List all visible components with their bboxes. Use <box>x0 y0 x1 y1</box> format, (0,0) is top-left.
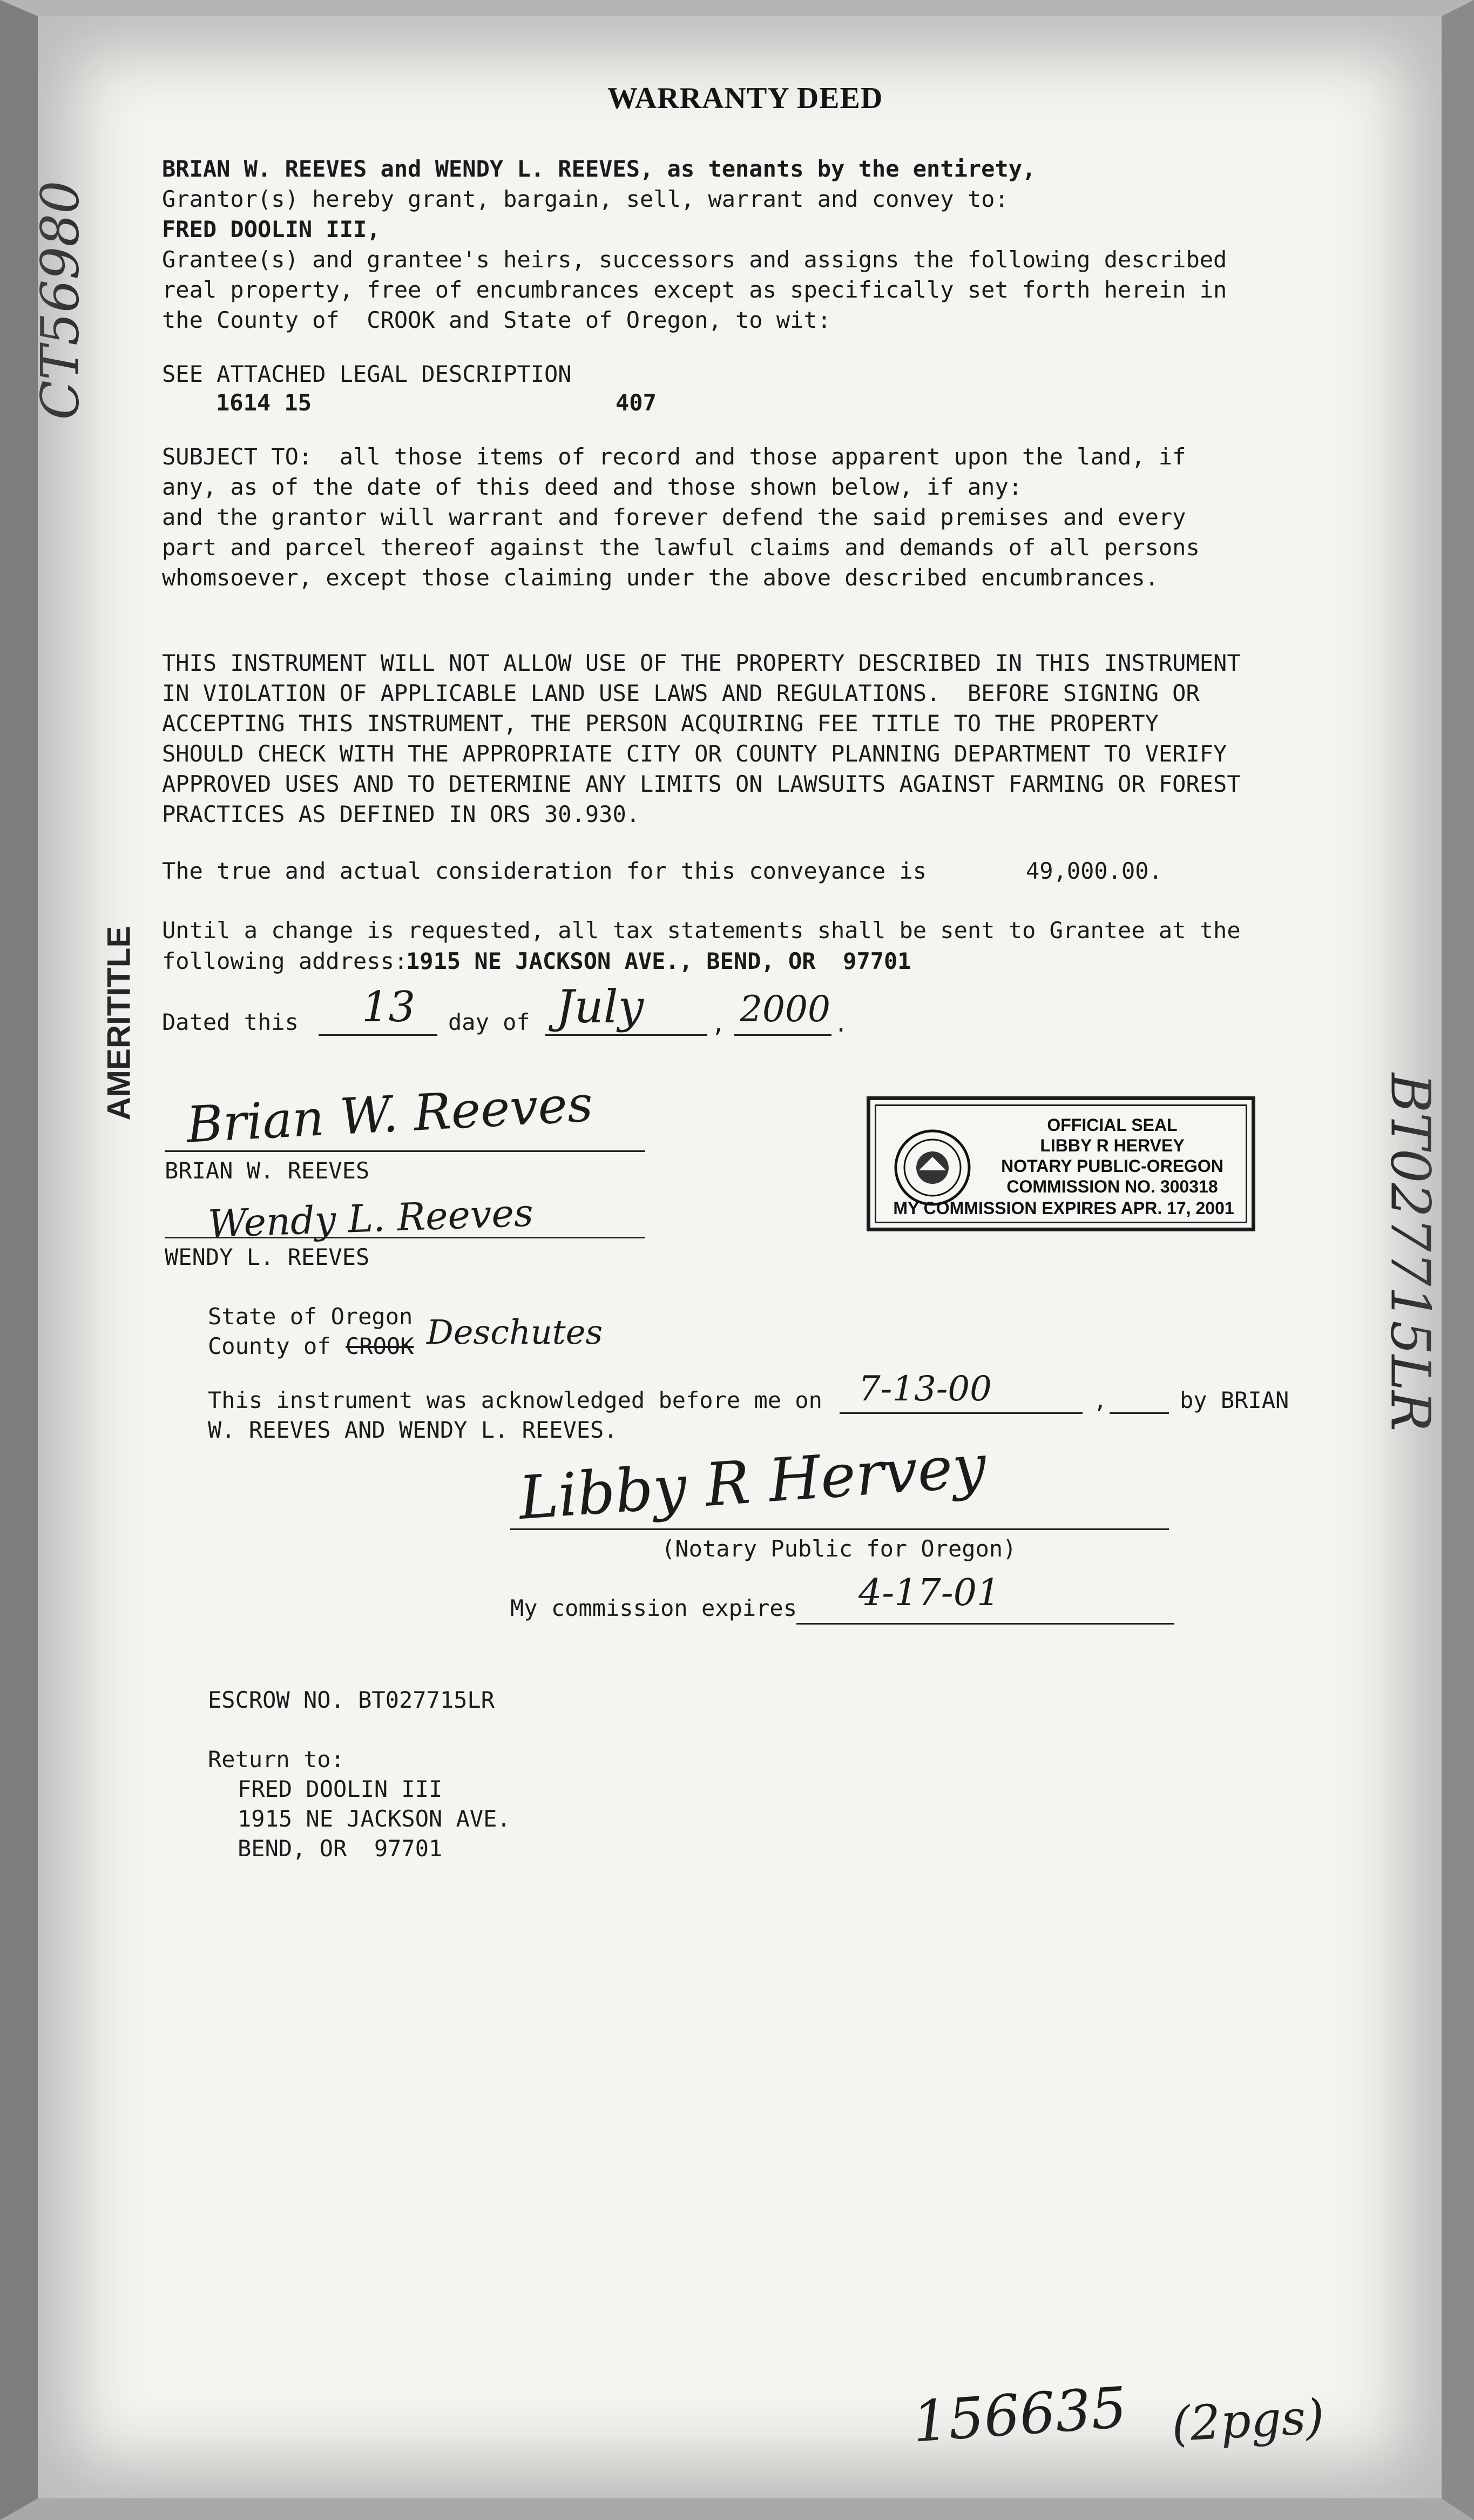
seal-line-2: LIBBY R HERVEY <box>1040 1136 1185 1155</box>
tax-statement-line1: Until a change is requested, all tax statements shall be sent to Grantee at the <box>162 917 1241 944</box>
notary-seal-stamp <box>867 1096 1255 1231</box>
left-margin-handwritten-number: CT56980 <box>30 180 91 420</box>
acknowledgment-comma: , <box>1093 1387 1107 1413</box>
grantor-name-2: WENDY L. REEVES <box>165 1244 370 1270</box>
grant-paragraph <box>162 154 1227 335</box>
seal-line-1: OFFICIAL SEAL <box>1047 1115 1178 1135</box>
subject-to-line: SUBJECT TO: all those items of record and those apparent upon the land, if <box>162 443 1186 470</box>
notary-county-struck: CROOK <box>346 1333 414 1359</box>
signature-line-1 <box>165 1150 645 1152</box>
land-use-notice-line: APPROVED USES AND TO DETERMINE ANY LIMITS ON LAWSUITS AGAINST FARMING OR FOREST <box>162 771 1241 797</box>
bottom-handwritten-number: 156635 <box>910 2374 1129 2455</box>
bottom-handwritten-pages: (2pgs) <box>1170 2388 1326 2452</box>
notary-state: State of Oregon <box>208 1303 413 1330</box>
acknowledgment-date-line <box>840 1412 1083 1414</box>
state-seal-icon <box>892 1127 973 1208</box>
grant-paragraph-line: real property, free of encumbrances except as specifically set forth herein in <box>162 277 1227 303</box>
consideration-amount: 49,000.00. <box>1026 858 1162 884</box>
return-to-name: FRED DOOLIN III <box>238 1776 443 1802</box>
notary-signature-line <box>510 1528 1169 1530</box>
land-use-notice-line: ACCEPTING THIS INSTRUMENT, THE PERSON ACQUIRING FEE TITLE TO THE PROPERTY <box>162 710 1159 737</box>
dated-year-line <box>734 1034 831 1036</box>
consideration-text: The true and actual consideration for this conveyance is <box>162 858 927 884</box>
tax-statement-label: following address: <box>162 948 408 974</box>
legal-parcel-suffix: 407 <box>616 389 657 416</box>
seal-line-4: COMMISSION NO. 300318 <box>1006 1177 1218 1196</box>
dated-period: . <box>834 1010 848 1037</box>
notary-public-label: (Notary Public for Oregon) <box>661 1535 1017 1562</box>
dated-label: Dated this <box>162 1009 299 1035</box>
grantor-signature-1: Brian W. Reeves <box>185 1075 594 1154</box>
legal-description-line: SEE ATTACHED LEGAL DESCRIPTION <box>162 361 572 387</box>
seal-line-5: MY COMMISSION EXPIRES APR. 17, 2001 <box>893 1198 1234 1218</box>
notary-county-label: County of <box>208 1333 331 1359</box>
subject-to-line: part and parcel thereof against the lawful claims and demands of all persons <box>162 534 1200 561</box>
escrow-number: ESCROW NO. BT027715LR <box>208 1687 495 1713</box>
seal-line-3: NOTARY PUBLIC-OREGON <box>1001 1156 1223 1176</box>
grant-paragraph-line: Grantee(s) and grantee's heirs, successors and assigns the following described <box>162 246 1227 273</box>
dated-comma: , <box>712 1010 726 1037</box>
subject-to-line: and the grantor will warrant and forever defend the said premises and every <box>162 504 1186 530</box>
subject-to-line: any, as of the date of this deed and those shown below, if any: <box>162 474 1023 500</box>
subject-to-line: whomsoever, except those claiming under the above described encumbrances. <box>162 564 1159 591</box>
left-margin-ameritle-stamp: AMERITITLE <box>100 926 137 1121</box>
dated-month-line <box>545 1034 707 1036</box>
grant-paragraph-line: FRED DOOLIN III, <box>162 216 381 242</box>
grantor-name-1: BRIAN W. REEVES <box>165 1157 370 1184</box>
dated-month: July <box>556 980 644 1033</box>
legal-parcel-number: 1614 15 <box>216 389 312 416</box>
acknowledgment-names: W. REEVES AND WENDY L. REEVES. <box>208 1417 618 1443</box>
return-to-label: Return to: <box>208 1746 344 1773</box>
subject-to-paragraph <box>162 442 1200 593</box>
commission-expires-line <box>796 1623 1174 1625</box>
dated-year: 2000 <box>740 988 830 1030</box>
dated-day-line <box>319 1034 437 1036</box>
acknowledgment-by: by BRIAN <box>1180 1387 1289 1413</box>
right-margin-handwritten-escrow: BT027715LR <box>1378 1073 1442 1432</box>
tax-statement-address: 1915 NE JACKSON AVE., BEND, OR 97701 <box>406 948 911 974</box>
grant-paragraph-line: BRIAN W. REEVES and WENDY L. REEVES, as tenants by the entirety, <box>162 156 1036 182</box>
return-to-street: 1915 NE JACKSON AVE. <box>238 1805 511 1832</box>
commission-expires-label: My commission expires <box>510 1595 797 1621</box>
grant-paragraph-line: Grantor(s) hereby grant, bargain, sell, warrant and convey to: <box>162 186 1009 212</box>
acknowledgment-blank-line <box>1110 1412 1169 1414</box>
notary-county-handwritten: Deschutes <box>427 1312 603 1352</box>
signature-line-2 <box>165 1237 645 1238</box>
dated-day: 13 <box>362 983 416 1032</box>
return-to-city: BEND, OR 97701 <box>238 1835 443 1862</box>
land-use-notice-line: SHOULD CHECK WITH THE APPROPRIATE CITY OR COUNTY PLANNING DEPARTMENT TO VERIFY <box>162 740 1227 767</box>
land-use-notice-line: PRACTICES AS DEFINED IN ORS 30.930. <box>162 801 640 827</box>
day-of-label: day of <box>448 1009 530 1035</box>
land-use-notice-line: IN VIOLATION OF APPLICABLE LAND USE LAWS AND REGULATIONS. BEFORE SIGNING OR <box>162 680 1200 706</box>
land-use-notice-line: THIS INSTRUMENT WILL NOT ALLOW USE OF THE PROPERTY DESCRIBED IN THIS INSTRUMENT <box>162 650 1241 676</box>
commission-expires-date: 4-17-01 <box>858 1572 1000 1614</box>
land-use-notice <box>162 648 1241 830</box>
grantor-signature-2: Wendy L. Reeves <box>207 1190 535 1246</box>
document-title: WARRANTY DEED <box>607 82 883 115</box>
acknowledgment-date: 7-13-00 <box>858 1369 992 1409</box>
acknowledgment-text: This instrument was acknowledged before me on <box>208 1387 822 1413</box>
grant-paragraph-line: the County of CROOK and State of Oregon, to wit: <box>162 307 831 333</box>
notary-signature: Libby R Hervey <box>516 1431 989 1533</box>
